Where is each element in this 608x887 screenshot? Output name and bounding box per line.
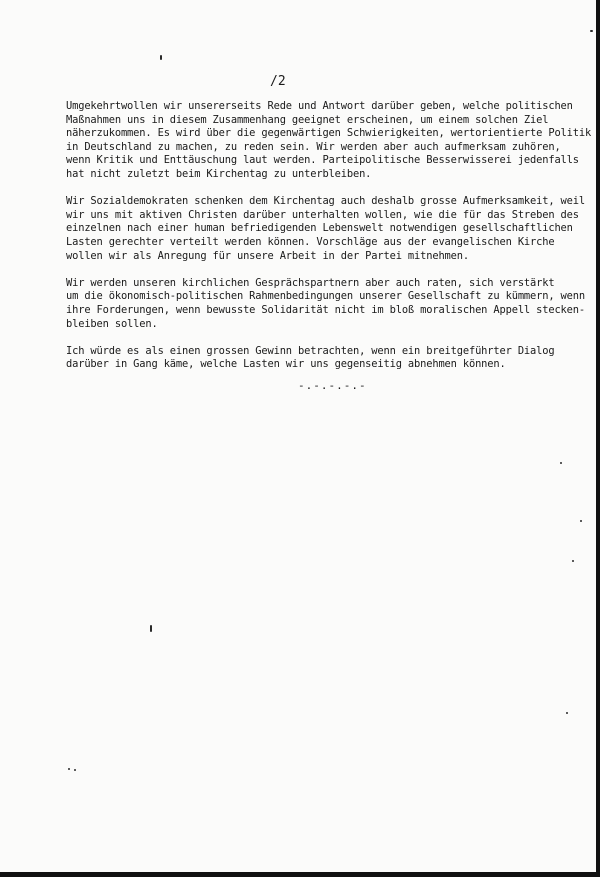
end-mark: -.-.-.-.- [298,379,367,392]
page-number: /2 [270,74,286,89]
scan-speck [74,769,76,771]
text-line: Umgekehrtwollen wir unsererseits Rede und Antwort darüber geben, welche politischen [66,100,573,112]
scan-speck [580,520,582,522]
text-line: um die ökonomisch-politischen Rahmenbedingungen unserer Gesellschaft zu kümmern, wenn [66,290,585,303]
text-line: in Deutschland zu machen, zu reden sein. Wir werden aber auch aufmerksam zuhören, [66,140,561,153]
page-margin-bottom [0,877,608,887]
scan-speck [160,55,162,60]
text-line: einzelnen nach einer human befriedigenden Lebenswelt notwendigen gesellschaftlichen [66,222,573,235]
text-line: darüber in Gang käme, welche Lasten wir uns gegenseitig abnehmen können. [66,358,506,371]
text-line: Lasten gerechter verteilt werden können. Vorschläge aus der evangelischen Kirche [66,235,555,248]
text-line: näherzukommen. Es wird über die gegenwärtigen Schwierigkeiten, wertorientierte Politik [66,127,592,140]
text-line: Wir Sozialdemokraten schenken dem Kirchentag auch deshalb grosse Aufmerksamkeit, weil [66,195,585,208]
scan-speck [560,462,562,464]
scan-speck [572,560,574,562]
paragraph [66,277,586,331]
text-line: ihre Forderungen, wenn bewusste Solidarität nicht im bloß moralischen Appell stecken- [66,303,585,316]
text-line: Wir werden unseren kirchlichen Gesprächspartnern aber auch raten, sich verstärkt [66,276,555,289]
text-line: wenn Kritik und Enttäuschung laut werden. Parteipolitische Besserwisserei jedenfalls [66,154,579,167]
scan-speck [590,30,593,32]
scan-speck [150,625,152,632]
text-line: bleiben sollen. [66,317,158,330]
text-line: hat nicht zuletzt beim Kirchentag zu unterbleiben. [66,167,372,180]
paragraph [66,195,586,263]
paragraph [66,100,592,182]
text-line: Maßnahmen uns in diesem Zusammenhang geeignet erscheinen, um einem solchen Ziel [66,113,549,126]
scan-speck [68,768,70,770]
paragraph [66,345,586,372]
text-line: wollen wir als Anregung für unsere Arbeit in der Partei mitnehmen. [66,249,469,262]
letter-body [66,100,592,385]
page-margin-right [600,0,608,887]
text-line: Ich würde es als einen grossen Gewinn betrachten, wenn ein breitgeführter Dialog [66,344,555,357]
scan-speck [566,712,568,714]
text-line: wir uns mit aktiven Christen darüber unterhalten wollen, wie die für das Streben des [66,208,579,221]
